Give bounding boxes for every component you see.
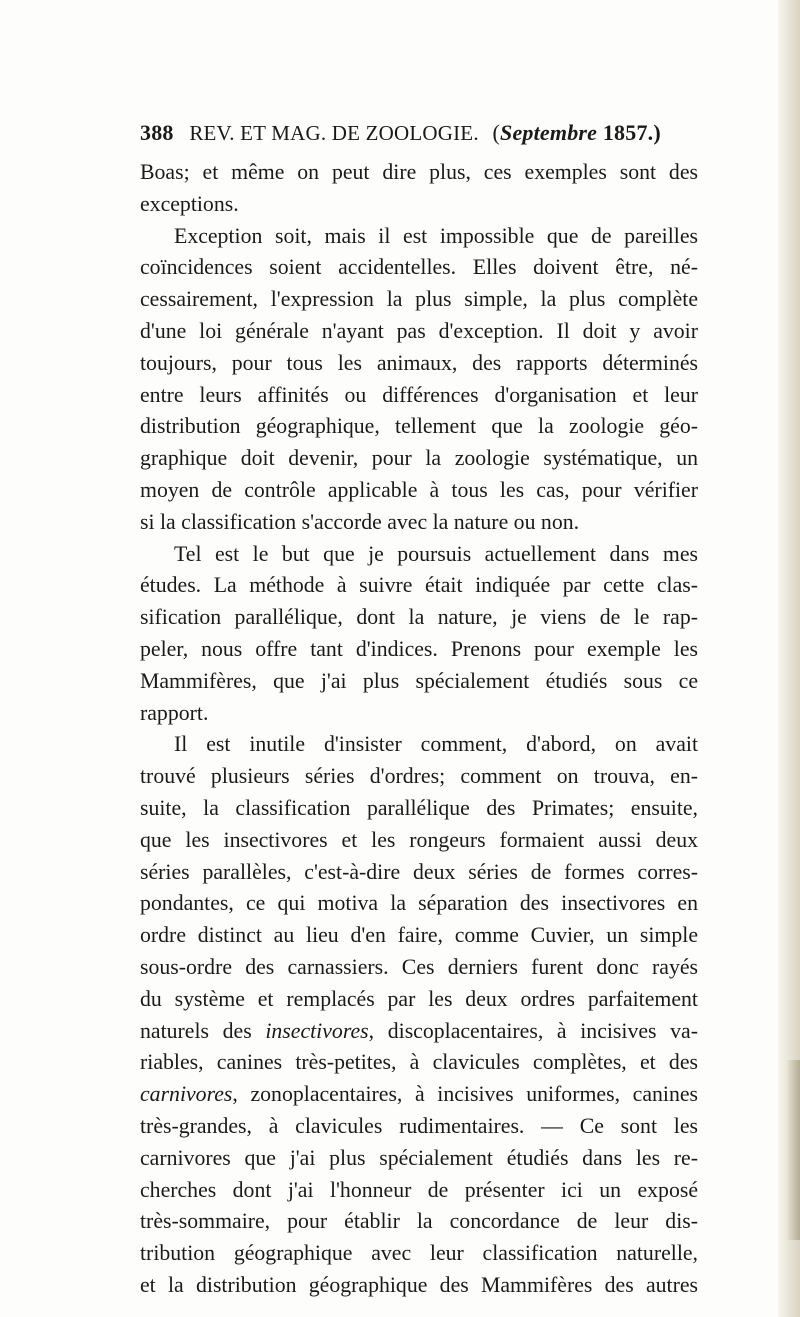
body-text — [140, 157, 698, 1302]
running-header — [140, 118, 700, 148]
italic-term: carnivores — [140, 1082, 233, 1107]
header-year: 1857.) — [602, 120, 661, 145]
text-line: Boas; et même on peut dire plus, ces exemples sont des — [140, 160, 698, 184]
text-line: pondantes, ce qui motiva la séparation des insectivores en — [140, 891, 698, 916]
text-line — [140, 1079, 698, 1111]
text-line: graphique doit devenir, pour la zoologie systématique, un — [140, 446, 698, 471]
text-line: ordre distinct au lieu d'en faire, comme Cuvier, un simple — [140, 923, 698, 948]
text-line: riables, canines très-petites, à clavicules complètes, et des — [140, 1050, 698, 1075]
header-date: Septembre — [500, 120, 598, 145]
text-line: et la distribution géographique des Mammifères des autres — [140, 1272, 698, 1297]
text-line: distribution géographique, tellement que la zoologie géo- — [140, 414, 698, 439]
text-line: Mammifères, que j'ai plus spécialement étudiés sous ce — [140, 668, 698, 693]
page-number: 388 — [140, 120, 174, 145]
text-line: cessairement, l'expression la plus simple, la plus complète — [140, 287, 698, 312]
text-line: cherches dont j'ai l'honneur de présenter ici un exposé — [140, 1177, 698, 1202]
text-line: exceptions. — [140, 191, 239, 216]
text-line: toujours, pour tous les animaux, des rapports déterminés — [140, 350, 698, 375]
text-line: d'une loi générale n'ayant pas d'exception. Il doit y avoir — [140, 318, 698, 343]
journal-title: REV. ET MAG. DE ZOOLOGIE. — [189, 121, 479, 145]
text-line: que les insectivores et les rongeurs formaient aussi deux — [140, 827, 698, 852]
text-line: tribution géographique avec leur classification naturelle, — [140, 1241, 698, 1266]
text-line: sification parallélique, dont la nature, je viens de le rap- — [140, 605, 698, 630]
text-line: Exception soit, mais il est impossible que de pareilles — [174, 223, 698, 248]
text-fragment: naturels des — [140, 1018, 266, 1043]
header-open-paren: ( — [492, 120, 501, 145]
text-line: très-sommaire, pour établir la concordance de leur dis- — [140, 1209, 698, 1234]
text-line: si la classification s'accorde avec la nature ou non. — [140, 509, 580, 534]
text-line: Il est inutile d'insister comment, d'abord, on avait — [174, 732, 698, 757]
text-line: rapport. — [140, 700, 209, 725]
italic-term: insectivores — [265, 1018, 369, 1043]
text-line: moyen de contrôle applicable à tous les cas, pour vérifier — [140, 477, 698, 502]
text-line: entre leurs affinités ou différences d'organisation et leur — [140, 382, 698, 407]
text-line: du système et remplacés par les deux ordres parfaitement — [140, 986, 698, 1011]
text-line: trouvé plusieurs séries d'ordres; comment on trouva, en- — [140, 764, 698, 789]
text-line: séries parallèles, c'est-à-dire deux séries de formes corres- — [140, 859, 698, 884]
text-line — [140, 1016, 698, 1048]
text-line: peler, nous offre tant d'indices. Prenons pour exemple les — [140, 636, 698, 661]
text-line: carnivores que j'ai plus spécialement étudiés dans les re- — [140, 1145, 698, 1170]
text-line: sous-ordre des carnassiers. Ces derniers furent donc rayés — [140, 954, 698, 979]
text-line: très-grandes, à clavicules rudimentaires. — Ce sont les — [140, 1113, 698, 1138]
text-line: Tel est le but que je poursuis actuellement dans mes — [174, 541, 698, 566]
text-fragment: , discoplacentaires, à incisives va- — [368, 1018, 698, 1043]
text-line: études. La méthode à suivre était indiquée par cette clas- — [140, 573, 698, 598]
text-line: coïncidences soient accidentelles. Elles doivent être, né- — [140, 255, 698, 280]
text-line: suite, la classification parallélique des Primates; ensuite, — [140, 795, 698, 820]
text-fragment: , zonoplacentaires, à incisives uniformes, canines — [232, 1082, 698, 1107]
page-edge-stain — [786, 1060, 800, 1240]
